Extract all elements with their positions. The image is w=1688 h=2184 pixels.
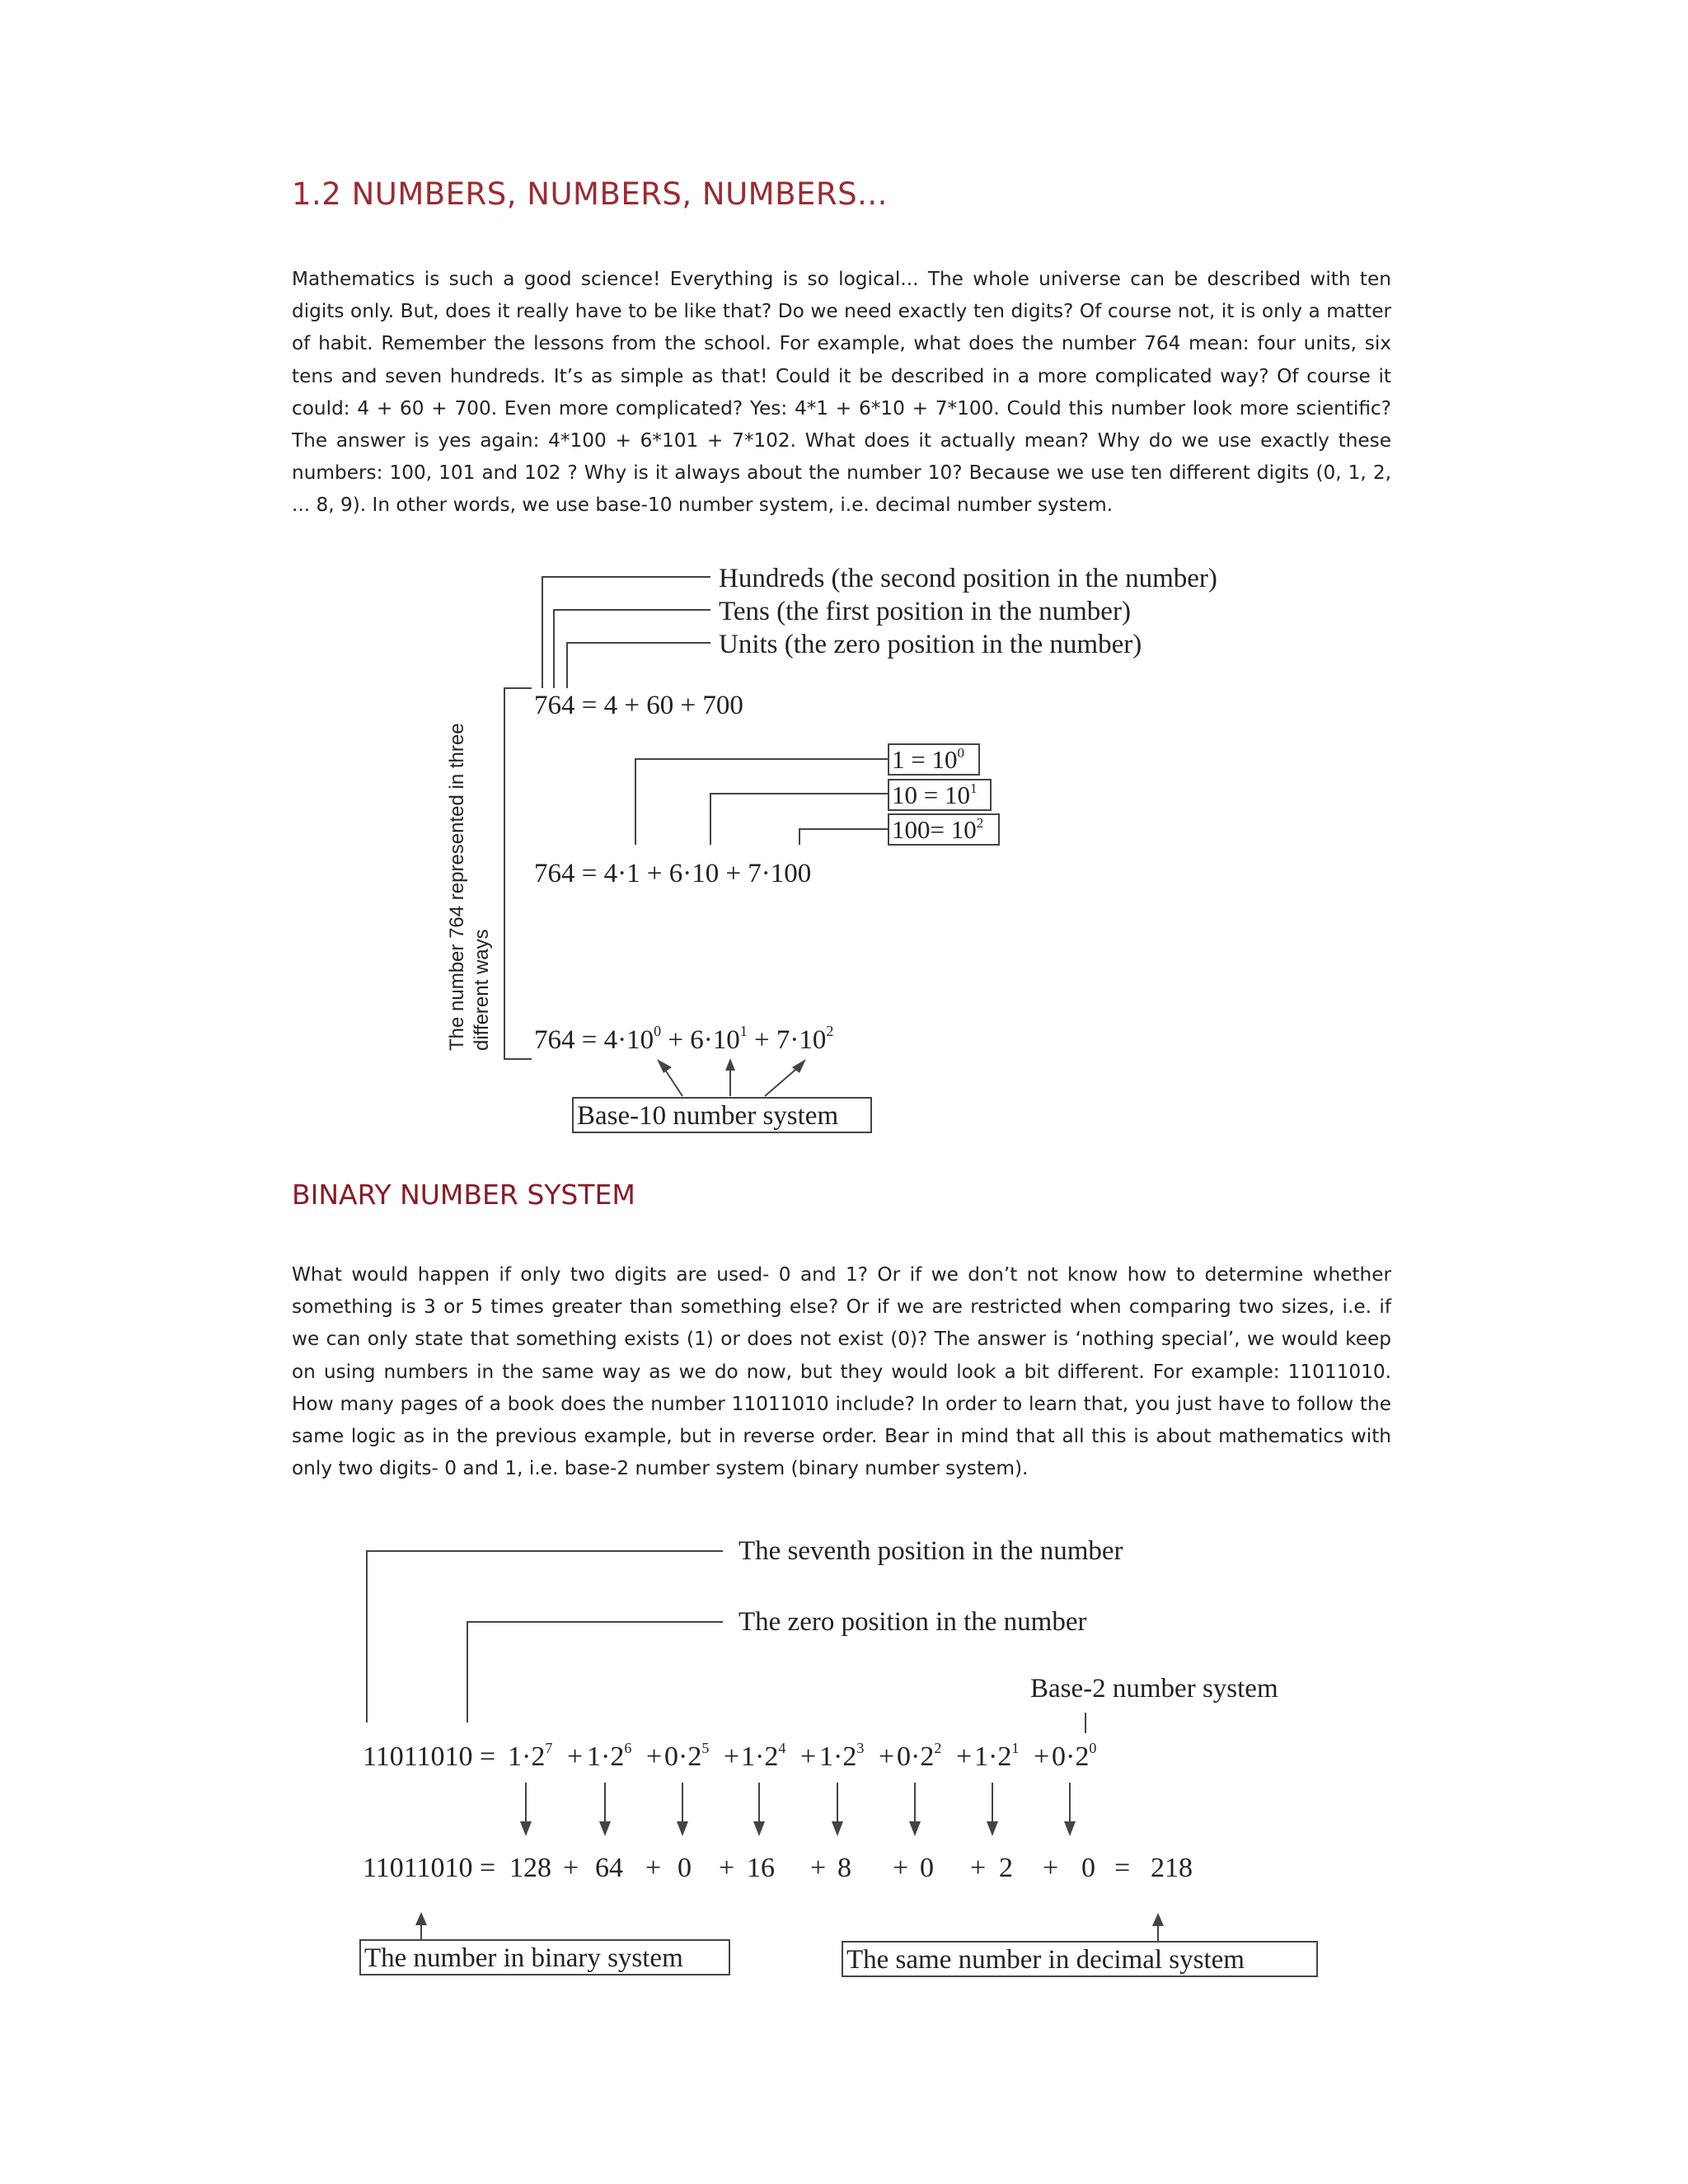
box-hundred: $100= 10^2$ <box>892 815 984 844</box>
plus-sign: + <box>1034 1741 1050 1772</box>
decimal-value: 0 <box>920 1853 934 1883</box>
box-binary-label: The number in binary system <box>364 1943 683 1973</box>
plus-sign: + <box>719 1853 735 1883</box>
label-units: Units (the zero position in the number) <box>719 630 1142 659</box>
binary-lhs-values: 11011010 = <box>363 1853 496 1883</box>
decimal-result: 218 <box>1151 1853 1193 1883</box>
plus-sign: + <box>879 1741 895 1772</box>
side-label-line2: different ways <box>471 929 493 1051</box>
decimal-value: 64 <box>595 1853 623 1883</box>
arrow-head-icon <box>677 1821 688 1836</box>
plus-sign: + <box>956 1741 973 1772</box>
intro-paragraph: Mathematics is such a good science! Everything is so logical... The whole universe can be described with ten digits only. But, does it really have to be like that? Do we need exactly ten digits? Of course not, it is only a matter of habit. Remember the lessons from the school. For example, what does the number 764 mean: four units, six tens and seven hundreds. It’s as simple as that! Could it be described in a more complicated way? Of course it could: 4 + 60 + 700. Even more complicated? Yes: 4*1 + 6*10 + 7*100. Could this number look more scientific? The answer is yes again: 4*100 + 6*101 + 7*102. What does it actually mean? Why do we use exactly these numbers: 100, 101 and 102 ? Why is it always about the number 10? Because we use ten different digits (0, 1, 2, ... 8, 9). In other words, we use base-10 number system, i.e. decimal number system. <box>292 268 1391 517</box>
plus-sign: + <box>1043 1853 1059 1883</box>
binary-term: $0\cdot 2^2$ <box>897 1740 942 1772</box>
plus-sign: + <box>563 1853 579 1883</box>
binary-term: $0\cdot 2^5$ <box>664 1740 710 1772</box>
plus-sign: + <box>810 1853 827 1883</box>
section-title: 1.2 NUMBERS, NUMBERS, NUMBERS... <box>292 176 888 212</box>
arrow-head-icon <box>520 1821 532 1836</box>
binary-term: $1\cdot 2^1$ <box>974 1740 1020 1772</box>
arrow-head-icon <box>987 1821 998 1836</box>
side-label-line1: The number 764 represented in three <box>446 723 468 1051</box>
label-seventh-position: The seventh position in the number <box>738 1536 1123 1566</box>
binary-term: $1\cdot 2^6$ <box>587 1740 632 1772</box>
binary-section-title: BINARY NUMBER SYSTEM <box>292 1179 635 1211</box>
decimal-value: 16 <box>747 1853 775 1883</box>
plus-sign: + <box>646 1741 663 1772</box>
plus-sign: + <box>800 1741 817 1772</box>
binary-paragraph: What would happen if only two digits are used- 0 and 1? Or if we don’t not know how to determine whether something is 3 or 5 times greater than something else? Or if we are restricted when comparing two sizes, i.e. if we can only state that something exists (1) or does not exist (0)? The answer is ‘nothing special’, we would keep on using numbers in the same way as we do now, but they would look a bit different. For example: 11011010. How many pages of a book does the number 11011010 include? In order to learn that, you just have to follow the same logic as in the previous example, but in reverse order. Bear in mind that all this is about mathematics with only two digits- 0 and 1, i.e. base-2 number system (binary number system). <box>292 1263 1391 1480</box>
arrow-head-icon <box>753 1821 765 1836</box>
arrow-head-icon <box>909 1821 921 1836</box>
plus-sign: + <box>724 1741 740 1772</box>
label-base2: Base-2 number system <box>1030 1674 1278 1704</box>
plus-sign: + <box>567 1741 584 1772</box>
arrow-head-icon <box>599 1821 611 1836</box>
box-one: $1 = 10^0$ <box>892 745 964 774</box>
box-decimal-label: The same number in decimal system <box>846 1945 1245 1975</box>
decimal-value: 0 <box>1081 1853 1095 1883</box>
equation-powers: $764 = 4\cdot 10^0 + 6\cdot 10^1 + 7\cdot 10^2$ <box>534 1023 834 1055</box>
arrow-head-icon <box>832 1821 843 1836</box>
equation-products: 764 = 4·1 + 6·10 + 7·100 <box>534 859 812 888</box>
decimal-value: 0 <box>678 1853 692 1883</box>
label-zero-position: The zero position in the number <box>738 1607 1087 1637</box>
label-tens: Tens (the first position in the number) <box>719 597 1131 626</box>
binary-term: $1\cdot 2^7$ <box>508 1740 553 1772</box>
binary-term: $1\cdot 2^4$ <box>741 1740 786 1772</box>
arrow-head-icon <box>1064 1821 1076 1836</box>
binary-lhs: 11011010 = <box>363 1741 496 1772</box>
plus-sign: + <box>645 1853 662 1883</box>
decimal-value: 2 <box>999 1853 1013 1883</box>
binary-term: $1\cdot 2^3$ <box>819 1740 865 1772</box>
plus-sign: + <box>970 1853 987 1883</box>
equation-sum: 764 = 4 + 60 + 700 <box>534 691 743 720</box>
binary-term: $0\cdot 2^0$ <box>1052 1740 1097 1772</box>
plus-sign: + <box>893 1853 909 1883</box>
decimal-value: 8 <box>837 1853 851 1883</box>
label-hundreds: Hundreds (the second position in the number) <box>719 564 1217 593</box>
equals-sign: = <box>1114 1853 1131 1883</box>
base10-label: Base-10 number system <box>577 1101 839 1131</box>
decimal-value: 128 <box>509 1853 551 1883</box>
box-ten: $10 = 10^1$ <box>892 780 978 809</box>
